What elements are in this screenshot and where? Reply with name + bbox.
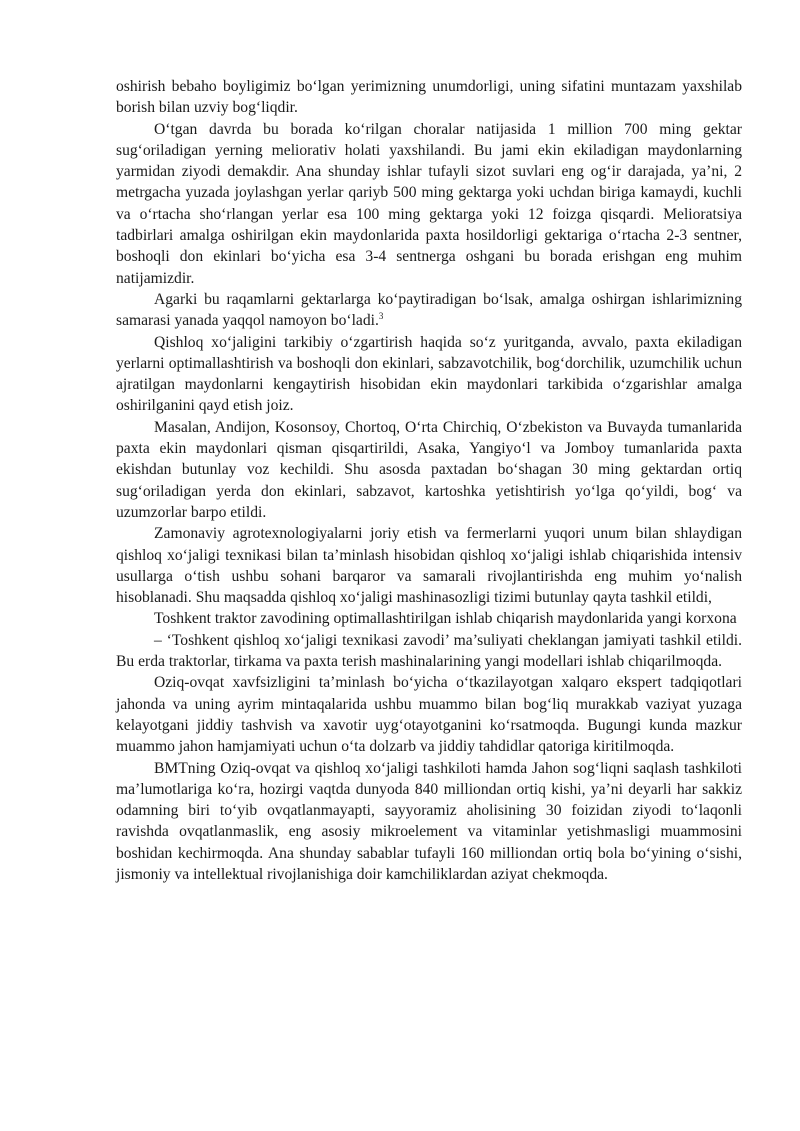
paragraph-7: Toshkent traktor zavodining optimallashtirilgan ishlab chiqarish maydonlarida yangi korxona (154, 610, 737, 628)
paragraph-8: – ‘Toshkent qishloq xo‘jaligi texnikasi zavodi’ ma’suliyati cheklangan jamiyati tashkil etildi. Bu erda traktorlar, tirkama va paxta terish mashinalarining yangi modellari ishlab chiqarilmoqda. (116, 631, 742, 671)
paragraph-1: oshirish bebaho boyligimiz bo‘lgan yerimizning unumdorligi, uning sifatini muntazam yaxshilab borish bilan uzviy bog‘liqdir. (116, 78, 742, 117)
paragraph-2: O‘tgan davrda bu borada ko‘rilgan choralar natijasida 1 million 700 ming gektar sug‘oriladigan yerning meliorativ holati yaxshilandi. Bu jami ekin ekiladigan maydonlarning yarmidan ziyodi demakdir. Ana shunday ishlar tufayli sizot suvlari eng og‘ir darajada, ya’ni, 2 metrgacha yuzada joylashgan yerlar qariyb 500 ming gektarga yoki uchdan biriga kamaydi, kuchli va o‘rtacha sho‘rlangan yerlar esa 100 ming gektarga yoki 12 foizga qisqardi. Melioratsiya tadbirlari amalga oshirilgan ekin maydonlarida paxta hosildorligi gektariga o‘rtacha 2-3 sentner, boshoqli don ekinlari bo‘yicha esa 3-4 sentnerga oshgani bu borada erishgan eng muhim natijamizdir. (116, 120, 742, 287)
paragraph-6: Zamonaviy agrotexnologiyalarni joriy etish va fermerlarni yuqori unum bilan shlaydigan qishloq xo‘jaligi texnikasi bilan ta’minlash hisobidan qishloq xo‘jaligi ishlab chiqarishida intensiv usullarga o‘tish ushbu sohani barqaror va samarali rivojlantirishda eng muhim yo‘nalish hisoblanadi. Shu maqsadda qishloq xo‘jaligi mashinasozligi tizimi butunlay qayta tashkil etildi, (116, 525, 742, 607)
paragraph-3-text: Agarki bu raqamlarni gektarlarga ko‘paytiradigan bo‘lsak, amalga oshirgan ishlarimizning samarasi yanada yaqqol namoyon bo‘ladi. (116, 290, 742, 330)
document-page (116, 76, 742, 885)
paragraph-4: Qishloq xo‘jaligini tarkibiy o‘zgartirish haqida so‘z yuritganda, avvalo, paxta ekiladigan yerlarni optimallashtirish va boshoqli don ekinlari, sabzavotchilik, bog‘dorchilik, uzumchilik uchun ajratilgan maydonlarni kengaytirish hisobidan ekin maydonlari tarkibida o‘zgarishlar amalga oshirilganini qayd etish joiz. (116, 333, 742, 415)
paragraph-10: BMTning Oziq-ovqat va qishloq xo‘jaligi tashkiloti hamda Jahon sog‘liqni saqlash tashkiloti ma’lumotlariga ko‘ra, hozirgi vaqtda dunyoda 840 milliondan ortiq kishi, ya’ni deyarli har sakkiz odamning biri to‘yib ovqatlanmayapti, sayyoramiz aholisining 30 foizidan ziyodi to‘laqonli ravishda ovqatlanmaslik, eng asosiy mikroelement va vitaminlar yetishmasligi muammosini boshidan kechirmoqda. Ana shunday sabablar tufayli 160 milliondan ortiq bola bo‘yining o‘sishi, jismoniy va intellektual rivojlanishiga doir kamchiliklardan aziyat chekmoqda. (116, 759, 742, 883)
footnote-marker: 3 (378, 311, 384, 322)
paragraph-9: Oziq-ovqat xavfsizligini ta’minlash bo‘yicha o‘tkazilayotgan xalqaro ekspert tadqiqotlari jahonda va uning ayrim mintaqalarida ushbu muammo bilan bog‘liq murakkab vaziyat yuzaga kelayotgani jiddiy tashvish va xavotir uyg‘otayotganini ko‘rsatmoqda. Bugungi kunda mazkur muammo jahon hamjamiyati uchun o‘ta dolzarb va jiddiy tahdidlar qatoriga kiritilmoqda. (116, 674, 742, 756)
paragraph-3 (116, 289, 742, 332)
paragraph-5: Masalan, Andijon, Kosonsoy, Chortoq, O‘rta Chirchiq, O‘zbekiston va Buvayda tumanlarida paxta ekin maydonlari qisman qisqartirildi, Asaka, Yangiyo‘l va Jomboy tumanlarida paxta ekishdan butunlay voz kechildi. Shu asosda paxtadan bo‘shagan 30 ming gektardan ortiq sug‘oriladigan yerda don ekinlari, sabzavot, kartoshka yetishtirish yo‘lga qo‘yildi, bog‘ va uzumzorlar barpo etildi. (116, 418, 742, 521)
